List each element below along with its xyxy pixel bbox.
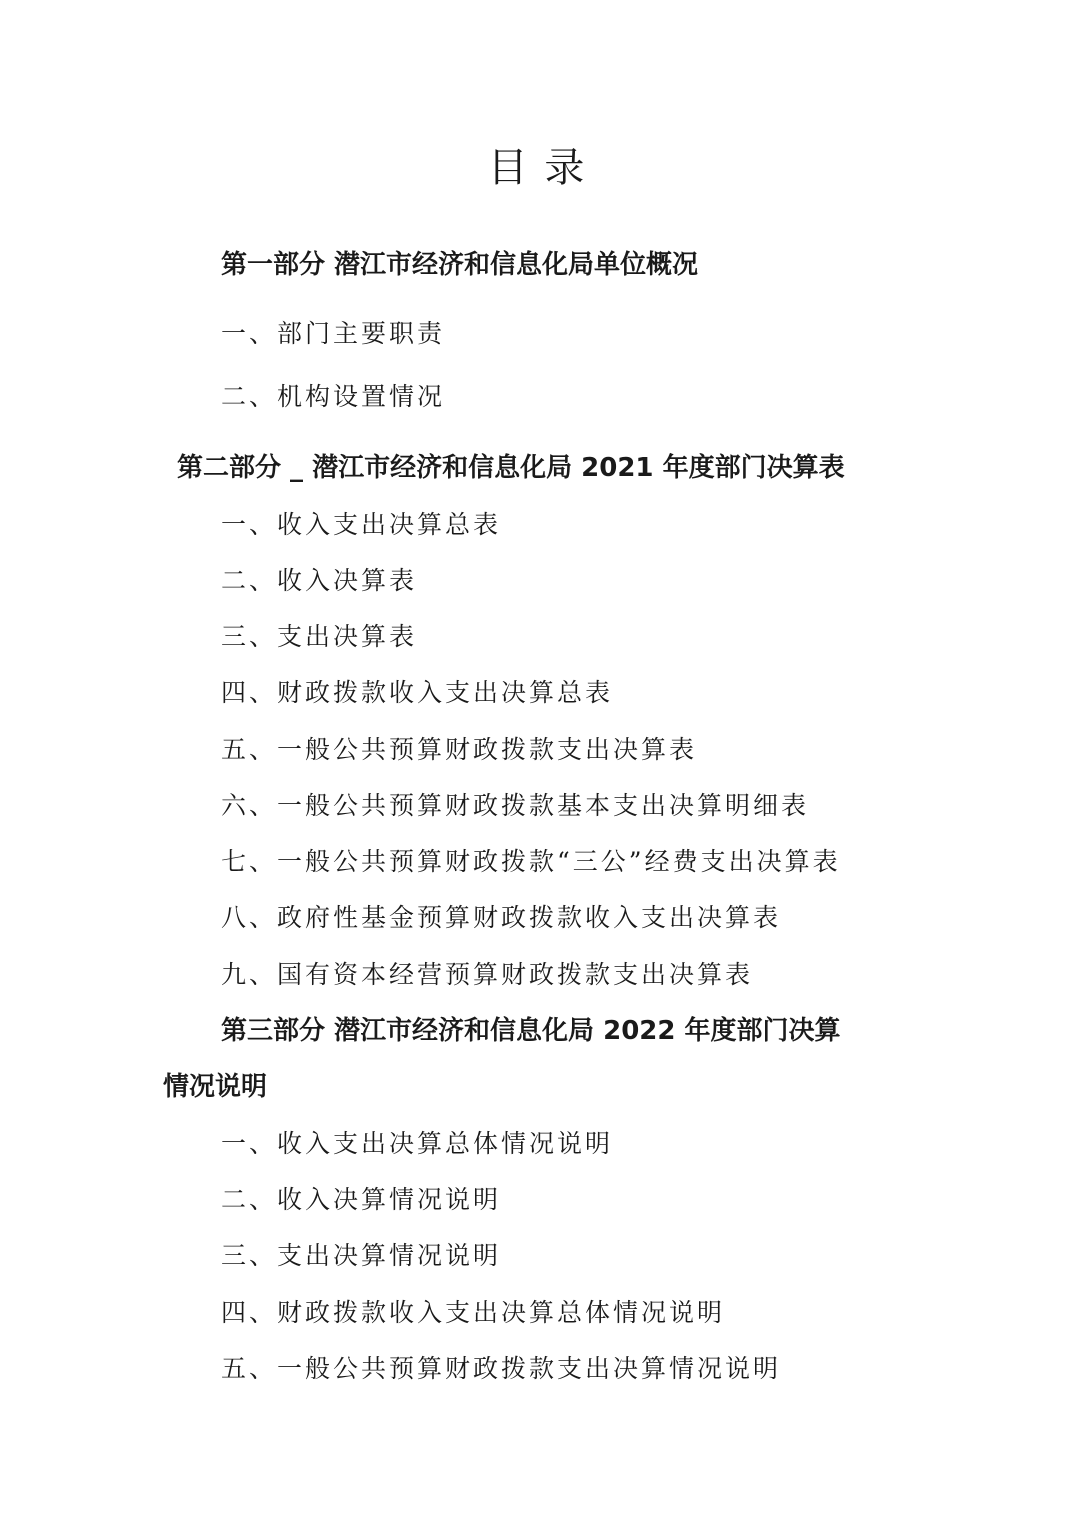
toc-item[interactable]: 二、收入决算情况说明 <box>221 1185 502 1214</box>
toc-item[interactable]: 五、一般公共预算财政拨款支出决算表 <box>221 735 698 764</box>
part-2-heading[interactable]: 第二部分 _ 潜江市经济和信息化局 2021 年度部门决算表 <box>177 453 845 483</box>
toc-item[interactable]: 一、收入支出决算总体情况说明 <box>221 1129 614 1158</box>
toc-item[interactable]: 七、一般公共预算财政拨款“三公”经费支出决算表 <box>221 847 841 876</box>
toc-item[interactable]: 九、国有资本经营预算财政拨款支出决算表 <box>221 960 754 989</box>
toc-item[interactable]: 四、财政拨款收入支出决算总体情况说明 <box>221 1298 726 1327</box>
toc-item[interactable]: 三、支出决算表 <box>221 622 418 651</box>
toc-item[interactable]: 二、收入决算表 <box>221 566 418 595</box>
toc-item[interactable]: 三、支出决算情况说明 <box>221 1241 502 1270</box>
part-3-heading[interactable]: 第三部分 潜江市经济和信息化局 2022 年度部门决算 <box>221 1016 841 1046</box>
part-3-heading-continued[interactable]: 情况说明 <box>163 1072 268 1102</box>
toc-item[interactable]: 五、一般公共预算财政拨款支出决算情况说明 <box>221 1354 782 1383</box>
toc-item[interactable]: 一、收入支出决算总表 <box>221 510 502 539</box>
toc-item[interactable]: 一、部门主要职责 <box>221 319 446 348</box>
toc-item[interactable]: 八、政府性基金预算财政拨款收入支出决算表 <box>221 903 782 932</box>
part-1-heading[interactable]: 第一部分 潜江市经济和信息化局单位概况 <box>221 250 699 280</box>
toc-item[interactable]: 六、一般公共预算财政拨款基本支出决算明细表 <box>221 791 810 820</box>
toc-item[interactable]: 四、财政拨款收入支出决算总表 <box>221 678 614 707</box>
page-title: 目 录 <box>487 145 587 191</box>
toc-item[interactable]: 二、机构设置情况 <box>221 382 446 411</box>
